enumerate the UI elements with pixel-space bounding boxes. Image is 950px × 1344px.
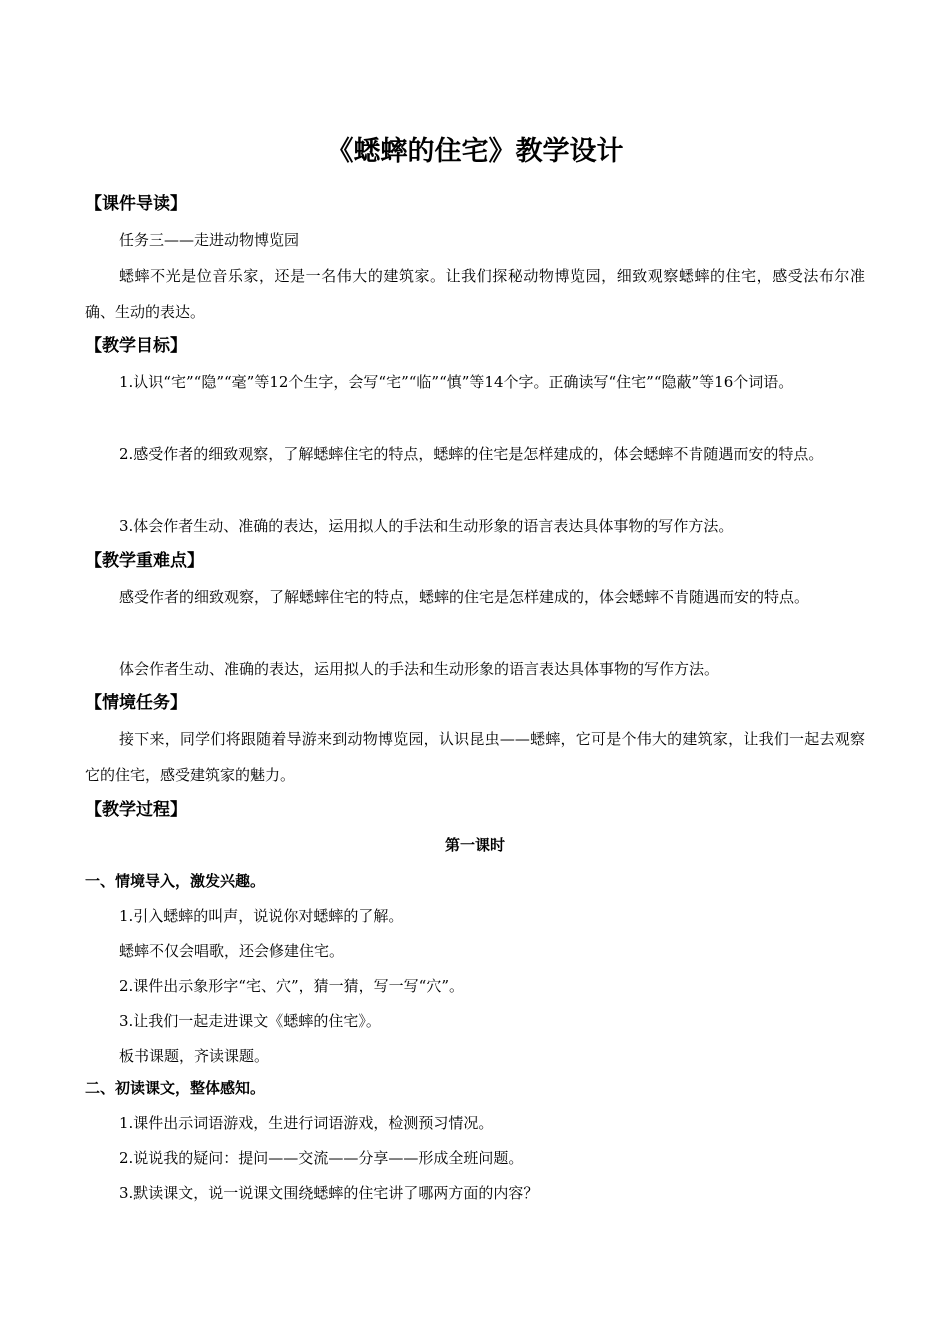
section-heading-task: 【情境任务】 [85, 693, 187, 713]
part1-paragraph-3: 2.课件出示象形字“宅、穴”，猜一猜，写一写“穴”。 [119, 977, 464, 995]
part1-paragraph-2: 蟋蟀不仅会唱歌，还会修建住宅。 [119, 942, 345, 960]
part1-paragraph-4: 3.让我们一起走进课文《蟋蟀的住宅》。 [119, 1012, 381, 1030]
part1-heading: 一、情境导入，激发兴趣。 [85, 872, 266, 890]
guide-paragraph-1: 任务三——走进动物博览园 [119, 231, 300, 249]
goals-paragraph-1: 1.认识“宅”“隐”“毫”等12个生字，会写“宅”“临”“慎”等14个字。正确读写“住宅”“隐蔽”等16个词语。 [119, 373, 794, 391]
goals-paragraph-3: 3.体会作者生动、准确的表达，运用拟人的手法和生动形象的语言表达具体事物的写作方法。 [119, 517, 734, 535]
section-heading-process: 【教学过程】 [85, 800, 187, 820]
part2-paragraph-1: 1.课件出示词语游戏，生进行词语游戏，检测预习情况。 [119, 1114, 494, 1132]
part1-paragraph-5: 板书课题，齐读课题。 [119, 1047, 270, 1065]
goals-paragraph-2: 2.感受作者的细致观察，了解蟋蟀住宅的特点，蟋蟀的住宅是怎样建成的，体会蟋蟀不肯随遇而安的特点。 [119, 445, 824, 463]
lesson-title: 第一课时 [444, 836, 505, 854]
part2-paragraph-2: 2.说说我的疑问：提问——交流——分享——形成全班问题。 [119, 1149, 524, 1167]
part1-paragraph-1: 1.引入蟋蟀的叫声，说说你对蟋蟀的了解。 [119, 907, 404, 925]
section-heading-guide: 【课件导读】 [85, 194, 187, 214]
section-heading-goals: 【教学目标】 [85, 336, 187, 356]
page-title: 《蟋蟀的住宅》教学设计 [326, 136, 624, 167]
part2-paragraph-3: 3.默读课文，说一说课文围绕蟋蟀的住宅讲了哪两方面的内容？ [119, 1184, 539, 1202]
task-paragraph-1: 接下来，同学们将跟随着导游来到动物博览园，认识昆虫——蟋蟀，它可是个伟大的建筑家，让我们一起去观察它的住宅，感受建筑家的魅力。 [85, 730, 865, 784]
section-heading-key: 【教学重难点】 [85, 551, 204, 571]
key-paragraph-1: 感受作者的细致观察，了解蟋蟀住宅的特点，蟋蟀的住宅是怎样建成的，体会蟋蟀不肯随遇而安的特点。 [119, 588, 810, 606]
part2-heading: 二、初读课文，整体感知。 [85, 1079, 266, 1097]
guide-paragraph-2: 蟋蟀不光是位音乐家，还是一名伟大的建筑家。让我们探秘动物博览园，细致观察蟋蟀的住宅，感受法布尔准确、生动的表达。 [85, 267, 865, 321]
key-paragraph-2: 体会作者生动、准确的表达，运用拟人的手法和生动形象的语言表达具体事物的写作方法。 [119, 660, 720, 678]
